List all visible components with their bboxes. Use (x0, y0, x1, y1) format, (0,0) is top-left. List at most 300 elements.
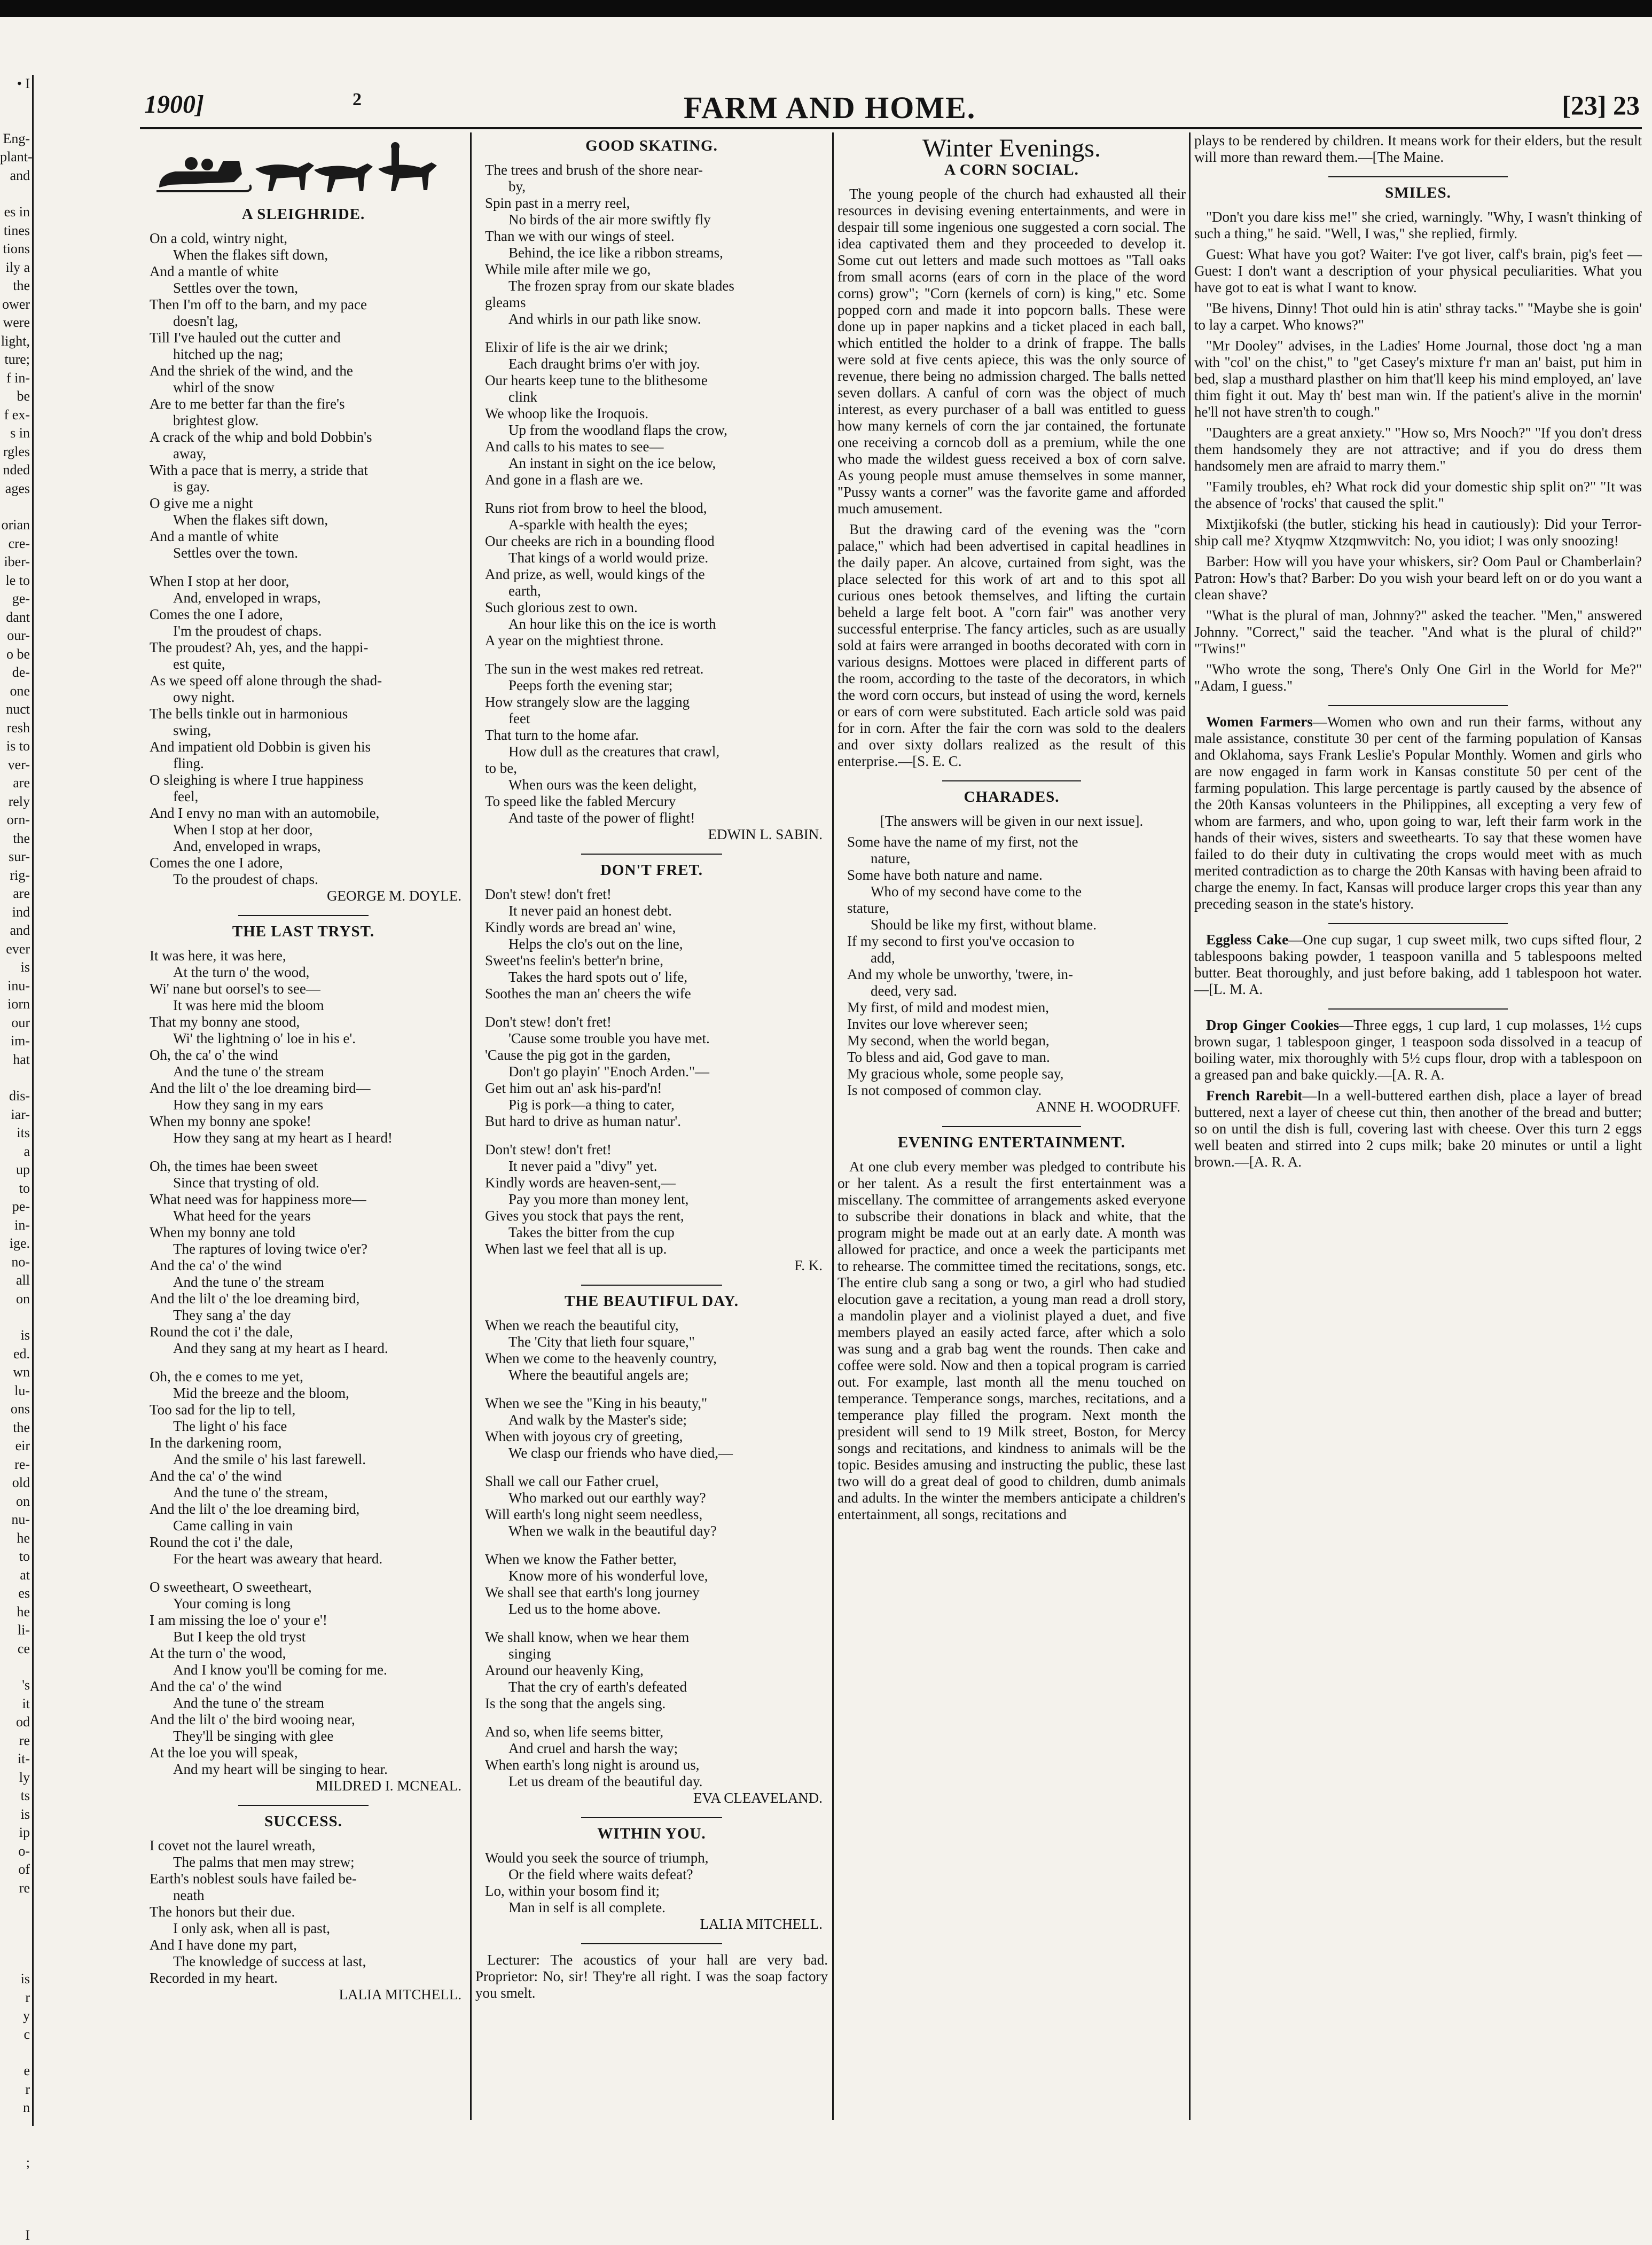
margin-fragment: at (20, 1567, 30, 1583)
margin-fragment: on (16, 1493, 30, 1509)
verse-line: And, enveloped in wraps, (173, 590, 321, 606)
verse-line: Comes the one I adore, (150, 606, 283, 622)
verse-line: Some have both nature and name. (847, 867, 1043, 883)
poem-title-beautiful-day: THE BEAUTIFUL DAY. (564, 1293, 739, 1310)
verse-line: And calls to his mates to see— (485, 439, 664, 455)
verse-line: whirl of the snow (173, 379, 275, 395)
verse-line: Should be like my first, without blame. (871, 917, 1097, 933)
header-mark: 2 (353, 90, 362, 109)
margin-fragment: eir (15, 1438, 30, 1453)
margin-fragment: iber- (4, 554, 30, 569)
verse-line: How they sang at my heart as I heard! (173, 1130, 393, 1146)
margin-fragment: were (3, 315, 30, 330)
verse-line: Round the cot i' the dale, (150, 1534, 293, 1550)
verse-line: They sang a' the day (173, 1307, 291, 1323)
verse-line: And they sang at my heart as I heard. (173, 1340, 388, 1356)
verse-line: And, enveloped in wraps, (173, 838, 321, 854)
verse-line: An hour like this on the ice is worth (508, 616, 716, 632)
verse-line: And the tune o' the stream (173, 1063, 325, 1080)
verse-line: In the darkening room, (150, 1435, 282, 1451)
margin-fragment: tions (3, 241, 30, 256)
page-header (144, 90, 1640, 132)
margin-fragment: it- (17, 1751, 30, 1766)
margin-fragment: inu- (7, 977, 30, 994)
verse-line: The trees and brush of the shore near- (485, 162, 703, 178)
margin-fragment: ce (17, 1640, 30, 1656)
column-1 (140, 132, 467, 2120)
margin-fragment: to (19, 1180, 30, 1196)
stanza-break (485, 1539, 828, 1551)
column-divider (832, 132, 834, 2120)
verse-line: As we speed off alone through the shad- (150, 672, 382, 689)
verse-line: When last we feel that all is up. (485, 1241, 667, 1257)
margin-fragment: ly (19, 1769, 30, 1785)
section-divider (1328, 923, 1507, 924)
verse-line: What heed for the years (173, 1208, 311, 1224)
poem-title-sleighride: A SLEIGHRIDE. (241, 206, 365, 223)
paragraph: The young people of the church had exhausted all their resources in devising evening entertainments, and were in despair till some ingenious one suggested a corn social. The idea captivated them and they proceeded to develop it. Some cut out letters and made such mottoes as "Tall oaks from small acorns (ears of corn in the place of the word corns) grow"; "Corn (kernels of corn) is king," etc. Some popped corn and made it into popcorn balls. These were done up in paper napkins and a ticket placed in each ball, which entitled the holder to a drink of frappe. The balls were sold at five cents apiece, this was the only source of revenue, there being no admission charged. The balls netted seven dollars. A canful of corn was the object of much interest, as every purchaser of a ball was entitled to guess how many kernels of corn the jar contained, the fortunate one receiving a corncob doll as a premium, while the one who made the wildest guess received a box of corn salve. As young people must amuse themselves in some manner, "Pussy wants a corner" was the favorite game and afforded much amusement. (837, 186, 1186, 517)
verse-line: The sun in the west makes red retreat. (485, 661, 704, 677)
stanza-break (485, 1461, 828, 1473)
margin-fragment: the (13, 278, 30, 293)
verse-line: To speed like the fabled Mercury (485, 793, 676, 809)
verse-line: A-sparkle with health the eyes; (508, 517, 688, 533)
verse-line: And impatient old Dobbin is given his (150, 739, 371, 755)
margin-fragment (0, 93, 32, 112)
verse-line: And the tune o' the stream, (173, 1484, 328, 1500)
margin-fragment: he (17, 1530, 30, 1546)
page-number: [23] 23 (1562, 90, 1640, 120)
verse-line: Mid the breeze and the bloom, (173, 1385, 349, 1401)
verse-line: And whirls in our path like snow. (508, 311, 701, 327)
margin-fragment: is (20, 1971, 30, 1986)
poem-last-tryst (140, 948, 467, 1778)
margin-fragment: our- (7, 628, 30, 643)
margin-fragment: ; (26, 2154, 30, 2170)
margin-fragment: de- (12, 664, 30, 680)
verse-line: Don't go playin' "Enoch Arden."— (508, 1063, 709, 1080)
verse-line: Is the song that the angels sing. (485, 1695, 666, 1711)
poem-author: F. K. (794, 1257, 823, 1273)
verse-line: How dull as the creatures that crawl, (508, 744, 720, 760)
margin-fragment (0, 2044, 32, 2062)
margin-fragment: li- (17, 1622, 30, 1638)
adjacent-page-margin (0, 75, 34, 2243)
margin-fragment: rgles (3, 443, 30, 459)
poem-author: GEORGE M. DOYLE. (327, 888, 461, 904)
column-divider (1189, 132, 1191, 2120)
margin-fragment: and (10, 922, 30, 938)
verse-line: That the cry of earth's defeated (508, 1679, 687, 1695)
verse-line: Soothes the man an' cheers the wife (485, 985, 691, 1002)
margin-fragment: c (24, 2026, 30, 2042)
paragraph: "Mr Dooley" advises, in the Ladies' Home Journal, those doct 'ng a man with "col' on the chist," to "get Casey's mixture f'r man an' baist, put him in bed, slap a musthard plasther on him that'll keep his mind employed, an' lave thim fight it out. May th' best man win. If the patient's alive in the mornin' he'll not have stren'th to cough." (1194, 338, 1642, 420)
newspaper-title: FARM AND HOME. (684, 90, 976, 125)
column-3 (837, 132, 1186, 2120)
verse-line: But I keep the old tryst (173, 1629, 306, 1645)
poem-sleighride (140, 230, 467, 888)
margin-fragment: it (22, 1695, 30, 1711)
recipe-french-rarebit (1194, 1088, 1642, 1170)
margin-fragment: dant (6, 609, 30, 625)
verse-line: Are to me better far than the fire's (150, 396, 345, 412)
verse-line: Round the cot i' the dale, (150, 1324, 293, 1340)
verse-line: Than we with our wings of steel. (485, 228, 675, 244)
verse-line: My first, of mild and modest mien, (847, 999, 1049, 1015)
charades-note: [The answers will be given in our next issue]. (880, 813, 1144, 829)
verse-line: And I envy no man with an automobile, (150, 805, 380, 821)
verse-line: To bless and aid, God gave to man. (847, 1049, 1050, 1065)
verse-line: And gone in a flash are we. (485, 472, 644, 488)
stanza-break (485, 1617, 828, 1629)
verse-line: The knowledge of success at last, (173, 1953, 366, 1969)
poem-title-last-tryst: THE LAST TRYST. (232, 923, 375, 940)
poem-title-dont-fret: DON'T FRET. (600, 862, 703, 879)
verse-line: Takes the bitter from the cup (508, 1224, 675, 1240)
article-title-women-farmers: Women Farmers (1206, 714, 1313, 730)
section-divider (238, 915, 369, 916)
margin-fragment: in- (14, 1217, 30, 1233)
margin-fragment: are (13, 886, 30, 901)
article-evening-entertainment (837, 1159, 1186, 1523)
margin-fragment: hat (13, 1051, 30, 1067)
verse-line: When we see the "King in his beauty," (485, 1395, 708, 1411)
paragraph: Guest: What have you got? Waiter: I've got liver, calf's brain, pig's feet — Guest: I don't want a description of your physical peculiarities. What you have got to eat is what I want to know. (1194, 246, 1642, 295)
verse-line: away, (173, 445, 206, 461)
verse-line: Behind, the ice like a ribbon streams, (508, 245, 723, 261)
verse-line: We whoop like the Iroquois. (485, 405, 649, 421)
verse-line: Too sad for the lip to tell, (150, 1402, 296, 1418)
margin-fragment: ige. (9, 1235, 30, 1251)
margin-fragment: Eng- (3, 130, 30, 146)
verse-line: singing (508, 1646, 551, 1662)
verse-line: owy night. (173, 689, 235, 705)
margin-fragment: iorn (7, 996, 30, 1012)
verse-line: Some have the name of my first, not the (847, 834, 1078, 850)
verse-line: The honors but their due. (150, 1904, 295, 1920)
verse-line: nature, (871, 850, 911, 866)
margin-fragment: of (18, 1861, 30, 1877)
verse-line: Or the field where waits defeat? (508, 1866, 693, 1882)
verse-line: Kindly words are bread an' wine, (485, 919, 676, 935)
verse-line: And prize, as well, would kings of the (485, 566, 705, 582)
verse-line: And the lilt o' the loe dreaming bird, (150, 1290, 360, 1307)
stanza-break (485, 1002, 828, 1014)
verse-line: And I know you'll be coming for me. (173, 1662, 387, 1678)
verse-line: And the lilt o' the loe dreaming bird— (150, 1080, 371, 1096)
scan-top-border (0, 0, 1652, 17)
section-divider (1328, 705, 1507, 706)
margin-fragment (0, 1069, 32, 1087)
verse-line: We shall know, when we hear them (485, 1629, 690, 1645)
verse-line: That my bonny ane stood, (150, 1014, 300, 1030)
verse-line: And the lilt o' the loe dreaming bird, (150, 1501, 360, 1517)
margin-fragment: ind (12, 904, 30, 920)
stanza-break (150, 561, 467, 573)
paragraph: Barber: How will you have your whiskers, sir? Oom Paul or Chamberlain? Patron: How's that? Barber: Do you wish your beard left on or do you want a clean shave? (1194, 553, 1642, 603)
margin-fragment (0, 2172, 32, 2190)
margin-fragment: r (25, 1989, 30, 2005)
verse-line: When with joyous cry of greeting, (485, 1428, 683, 1444)
recipe-eggless-cake (1194, 932, 1642, 998)
recipe-title: Eggless Cake (1206, 932, 1289, 948)
margin-fragment (0, 1915, 32, 1934)
article-title-charades: CHARADES. (964, 788, 1060, 805)
verse-line: Shall we call our Father cruel, (485, 1473, 659, 1489)
margin-fragment: ons (10, 1401, 30, 1417)
margin-fragment: od (16, 1714, 30, 1730)
paragraph: Mixtjikofski (the butler, sticking his head in cautiously): Did your Terror-ship call me? Xtyqmw Xtzqmwvitch: No, you idiot; I was only snoozing! (1194, 516, 1642, 549)
verse-line: When we come to the heavenly country, (485, 1350, 717, 1366)
verse-line: Came calling in vain (173, 1517, 293, 1534)
verse-line: Recorded in my heart. (150, 1970, 278, 1986)
verse-line: They'll be singing with glee (173, 1728, 334, 1744)
margin-fragment: resh (6, 719, 30, 736)
margin-fragment: lu- (14, 1382, 30, 1398)
margin-fragment: o- (18, 1843, 30, 1859)
margin-fragment: r (25, 2081, 30, 2097)
recipe-text: —One cup sugar, 1 cup sweet milk, two cups sifted flour, 2 tablespoons baking powder, 1 teaspoon vanilla and 5 tablespoons melted butter. Beat thoroughly, and just before baking, add 1 tablespoon hot water.—[L. M. A. (1194, 932, 1642, 997)
verse-line: The palms that men may strew; (173, 1854, 355, 1870)
verse-line: swing, (173, 722, 212, 738)
verse-line: The light o' his face (173, 1418, 287, 1434)
verse-line: It was here, it was here, (150, 948, 286, 964)
verse-line: Runs riot from brow to heel the blood, (485, 500, 707, 516)
poem-author: LALIA MITCHELL. (339, 1986, 461, 2002)
margin-fragment: tines (3, 222, 30, 238)
poem-success (140, 1837, 467, 1986)
verse-line: When my bonny ane spoke! (150, 1113, 311, 1129)
verse-line: How they sang in my ears (173, 1097, 324, 1113)
margin-fragment: le to (5, 572, 30, 588)
margin-fragment: im- (10, 1033, 30, 1049)
verse-line: is gay. (173, 479, 210, 495)
margin-fragment (0, 1952, 32, 1970)
verse-line: It was here mid the bloom (173, 997, 324, 1013)
verse-line: hitched up the nag; (173, 346, 284, 362)
margin-fragment: iar- (11, 1106, 30, 1122)
section-divider (238, 1805, 369, 1806)
verse-line: Up from the woodland flaps the crow, (508, 422, 727, 438)
verse-line: Kindly words are heaven-sent,— (485, 1175, 676, 1191)
verse-line: If my second to first you've occasion to (847, 933, 1075, 949)
verse-line: What need was for happiness more— (150, 1191, 366, 1207)
verse-line: The 'City that lieth four square," (508, 1334, 695, 1350)
verse-line: Spin past in a merry reel, (485, 195, 630, 211)
section-divider (581, 1285, 722, 1286)
verse-line: And the smile o' his last farewell. (173, 1451, 366, 1467)
margin-fragment: s in (10, 425, 30, 441)
verse-line: And a mantle of white (150, 263, 279, 279)
stanza-break (150, 1357, 467, 1368)
margin-fragment: its (17, 1125, 30, 1140)
verse-line: Let us dream of the beautiful day. (508, 1773, 703, 1789)
margin-fragment: is to (6, 738, 30, 754)
verse-line: When earth's long night is around us, (485, 1757, 700, 1773)
recipe-text: —In a well-buttered earthen dish, place a layer of bread buttered, next a layer of cheese cut thin, then another of the bread and butter; so on until the dish is full, covering last with cheese. Over this turn 2 eggs well beaten and stirred into 2 cups milk; bake 20 minutes or until a light brown.—[A. R. A. (1194, 1088, 1642, 1170)
verse-line: On a cold, wintry night, (150, 230, 287, 246)
section-divider (1328, 1008, 1507, 1010)
section-divider (942, 1126, 1082, 1127)
verse-line: The raptures of loving twice o'er? (173, 1241, 367, 1257)
section-divider (581, 854, 722, 855)
verse-line: 'Cause the pig got in the garden, (485, 1047, 671, 1063)
paragraph: "Daughters are a great anxiety." "How so, Mrs Nooch?" "If you don't dress them handsomely they are not attractive; and if you do dress them handsomely men are afraid to marry them." (1194, 425, 1642, 474)
recipe-title: French Rarebit (1206, 1088, 1303, 1104)
verse-line: deed, very sad. (871, 983, 957, 999)
section-divider (581, 1943, 722, 1944)
verse-line: Around our heavenly King, (485, 1662, 644, 1678)
verse-line: An instant in sight on the ice below, (508, 455, 716, 471)
verse-line: With a pace that is merry, a stride that (150, 462, 368, 478)
verse-line: earth, (508, 583, 541, 599)
verse-line: And my whole be unworthy, 'twere, in- (847, 966, 1074, 982)
poem-author: MILDRED I. MCNEAL. (316, 1778, 461, 1794)
verse-line: Don't stew! don't fret! (485, 886, 612, 902)
margin-fragment (0, 2208, 32, 2226)
verse-line: fling. (173, 755, 204, 771)
verse-line: O give me a night (150, 495, 253, 511)
verse-line: I only ask, when all is past, (173, 1920, 330, 1936)
margin-fragment: es in (4, 204, 30, 220)
margin-fragment: all (16, 1272, 30, 1288)
margin-fragment: re (19, 1880, 30, 1896)
margin-fragment: 's (22, 1677, 30, 1693)
margin-fragment: sur- (9, 849, 30, 864)
verse-line: But hard to drive as human natur'. (485, 1113, 682, 1129)
stanza-break (150, 1567, 467, 1579)
verse-line: brightest glow. (173, 412, 259, 428)
article-corn-social (837, 186, 1186, 770)
verse-line: Helps the clo's out on the line, (508, 936, 683, 952)
verse-line: est quite, (173, 656, 225, 672)
poem-beautiful-day (475, 1317, 828, 1790)
header-year: 1900] (144, 90, 204, 119)
verse-line: Comes the one I adore, (150, 855, 283, 871)
verse-line: It never paid an honest debt. (508, 903, 672, 919)
recipe-drop-ginger-cookies (1194, 1017, 1642, 1083)
smiles-jokes (1194, 209, 1642, 694)
margin-fragment (0, 185, 32, 203)
verse-line: stature, (847, 900, 889, 916)
verse-line: add, (871, 950, 895, 966)
verse-line: And the shriek of the wind, and the (150, 363, 353, 379)
stanza-break (485, 1712, 828, 1724)
margin-fragment: rig- (10, 867, 30, 883)
verse-line: And walk by the Master's side; (508, 1412, 687, 1428)
verse-line: Oh, the times hae been sweet (150, 1158, 318, 1174)
margin-fragment: up (16, 1162, 30, 1177)
margin-fragment: dis- (9, 1088, 30, 1104)
verse-line: And the tune o' the stream (173, 1695, 325, 1711)
verse-line: Each draught brims o'er with joy. (508, 356, 700, 372)
verse-line: Peeps forth the evening star; (508, 677, 673, 693)
margin-fragment: ts (20, 1788, 30, 1803)
stanza-break (150, 1146, 467, 1158)
paragraph: "Who wrote the song, There's Only One Girl in the World for Me?" "Adam, I guess." (1194, 661, 1642, 694)
verse-line: That kings of a world would prize. (508, 550, 709, 566)
section-heading-winter-evenings: Winter Evenings. (922, 134, 1101, 162)
margin-fragment: ily a (5, 259, 30, 275)
header-rule (140, 127, 1642, 129)
verse-line: feet (508, 710, 530, 726)
verse-line: When ours was the keen delight, (508, 777, 697, 793)
verse-line: doesn't lag, (173, 313, 238, 329)
stanza-break (485, 327, 828, 339)
margin-fragment: ages (5, 480, 30, 496)
margin-fragment (0, 498, 32, 516)
verse-line: When the flakes sift down, (173, 247, 328, 263)
margin-fragment: ip (19, 1825, 30, 1840)
verse-line: Settles over the town, (173, 280, 298, 296)
margin-fragment: rely (8, 793, 30, 809)
verse-line: And so, when life seems bitter, (485, 1724, 664, 1740)
margin-fragment (0, 112, 32, 130)
verse-line: gleams (485, 294, 526, 310)
margin-fragment (0, 1897, 32, 1915)
margin-fragment: wn (13, 1364, 30, 1380)
poem-title-success: SUCCESS. (264, 1813, 342, 1830)
verse-line: And a mantle of white (150, 528, 279, 544)
verse-line: We clasp our friends who have died,— (508, 1445, 733, 1461)
verse-line: At the turn o' the wood, (173, 964, 310, 980)
verse-line: Wi' the lightning o' loe in his e'. (173, 1030, 356, 1046)
verse-line: And taste of the power of flight! (508, 810, 695, 826)
verse-line: When we reach the beautiful city, (485, 1317, 679, 1333)
margin-fragment: re (19, 1732, 30, 1748)
recipe-text: —Three eggs, 1 cup lard, 1 cup molasses, 1½ cups brown sugar, 1 tablespoon ginger, 1 teaspoon soda dissolved in a teacup of boiling water, mix thoroughly with 5½ cups flour, drop with a tablespoon on a greased pan and bake quickly.—[A. R. A. (1194, 1017, 1642, 1083)
margin-fragment: f in- (6, 370, 30, 386)
margin-fragment: be (17, 388, 30, 404)
margin-fragment: our (11, 1014, 30, 1030)
margin-fragment (0, 1934, 32, 1952)
margin-fragment: y (23, 2008, 30, 2023)
verse-line: It never paid a "divy" yet. (508, 1158, 657, 1174)
verse-line: Pig is pork—a thing to cater, (508, 1097, 675, 1113)
poem-title-good-skating: GOOD SKATING. (585, 137, 718, 154)
section-divider (1328, 176, 1507, 177)
verse-line: Such glorious zest to own. (485, 599, 638, 615)
verse-line: When we walk in the beautiful day? (508, 1523, 717, 1539)
verse-line: Wi' nane but oorsel's to see— (150, 981, 320, 997)
joke-paragraph: Lecturer: The acoustics of your hall are very bad. Proprietor: No, sir! They're all right. I was the soap factory you smelt. (475, 1952, 828, 2001)
verse-line: Will earth's long night seem needless, (485, 1506, 703, 1522)
verse-line: Don't stew! don't fret! (485, 1014, 612, 1030)
margin-fragment (0, 1308, 32, 1326)
verse-line: O sleighing is where I true happiness (150, 772, 364, 788)
column-2 (475, 132, 828, 2120)
verse-line: While mile after mile we go, (485, 261, 651, 277)
margin-fragment: the (13, 830, 30, 846)
poem-within-you (475, 1850, 828, 1916)
paragraph: "Be hivens, Dinny! Thot ould hin is atin' sthray tacks." "Maybe she is goin' to lay a carpet. Who knows?" (1194, 300, 1642, 333)
verse-line: And the lilt o' the bird wooing near, (150, 1711, 355, 1727)
margin-fragment: is (20, 1806, 30, 1822)
verse-line: Our hearts keep tune to the blithesome (485, 372, 708, 388)
verse-line: And the ca' o' the wind (150, 1257, 282, 1273)
paragraph: At one club every member was pledged to contribute his or her talent. As a result the first entertainment was a miscellany. The committee of arrangements asked everyone to subscribe their donations in black and white, that the program might be made out at an early date. A month was allowed for practice, and once a week the participants met to rehearse. The committee timed the recitations, songs, etc. The entire club sang a song or two, a girl who had studied elocution gave a recitation, a young man read a droll story, a mandolin player and a violinist played a duet, and five members played an easily acted farce, after which a solo was sung and a grab bag went the rounds. Then cake and coffee were sold. Now and then a topical program is carried out. For example, last month all the menu touched on temperance. Temperance songs, marches, recitations, and a temperance play filled the program. Next month the president will send to 19 Milk street, Boston, for Mercy songs and recitations, and kindness to animals will be the topic. Besides amusing and instructing the public, these last two will do a great deal of good to children, dumb animals and adults. In the winter the members anticipate a children's entertainment, all songs, recitations and (837, 1159, 1186, 1522)
verse-line: And the tune o' the stream (173, 1274, 325, 1290)
margin-fragment (0, 1658, 32, 1676)
article-women-farmers (1194, 714, 1642, 912)
section-title-smiles: SMILES. (1385, 184, 1451, 201)
verse-line: Lo, within your bosom find it; (485, 1883, 660, 1899)
stanza-break (485, 649, 828, 661)
margin-fragment: orian (1, 517, 30, 533)
margin-fragment: pe- (12, 1199, 30, 1214)
verse-line: Then I'm off to the barn, and my pace (150, 296, 367, 312)
verse-line: And I have done my part, (150, 1937, 297, 1953)
